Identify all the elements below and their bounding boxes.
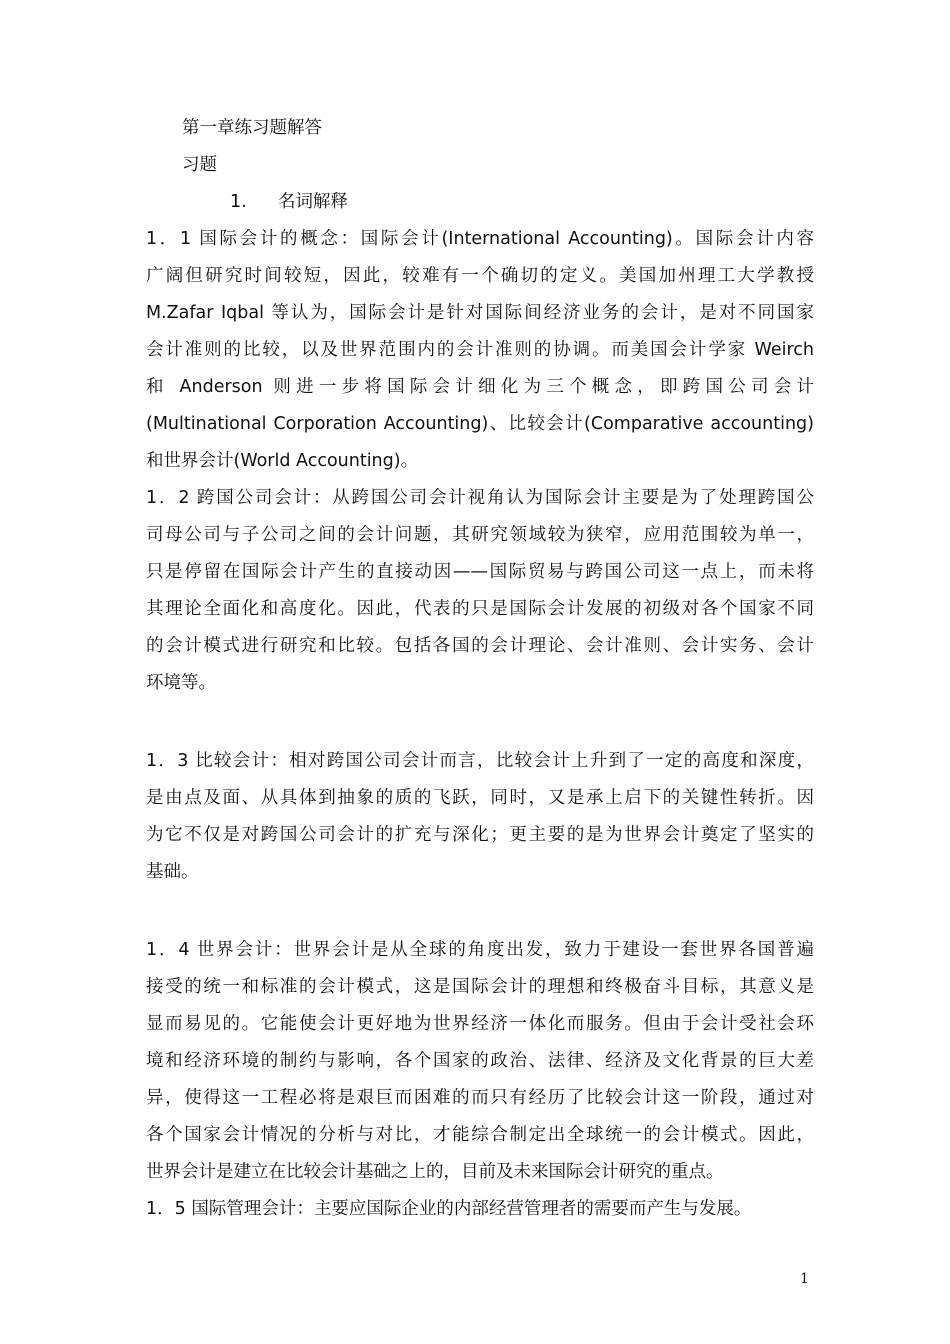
paragraph-line: 广阔但研究时间较短，因此，较难有一个确切的定义。美国加州理工大学教授	[146, 266, 814, 286]
paragraph-line: 只是停留在国际会计产生的直接动因——国际贸易与跨国公司这一点上，而未将	[146, 562, 814, 582]
paragraph-line: 1．1 国际会计的概念：国际会计(International Accounting)。国际会计内容	[146, 229, 814, 249]
paragraph-line: 的会计模式进行研究和比较。包括各国的会计理论、会计准则、会计实务、会计	[146, 636, 814, 656]
paragraph-line: 基础。	[146, 862, 199, 882]
paragraph-line: 接受的统一和标准的会计模式，这是国际会计的理想和终极奋斗目标，其意义是	[146, 977, 814, 997]
list-item-heading	[230, 184, 348, 221]
paragraph-line: 1．2 跨国公司会计：从跨国公司会计视角认为国际会计主要是为了处理跨国公	[146, 488, 814, 508]
paragraph-line: M.Zafar Iqbal 等认为，国际会计是针对国际间经济业务的会计，是对不同国家	[146, 303, 814, 323]
paragraph-line: 会计准则的比较，以及世界范围内的会计准则的协调。而美国会计学家 Weirch	[146, 340, 814, 360]
paragraph-line: 1．3 比较会计：相对跨国公司会计而言，比较会计上升到了一定的高度和深度，	[146, 751, 814, 771]
paragraph-line: 和 Anderson 则进一步将国际会计细化为三个概念，即跨国公司会计	[146, 377, 814, 397]
paragraph-line: 其理论全面化和高度化。因此，代表的只是国际会计发展的初级对各个国家不同	[146, 599, 814, 619]
paragraph-line: 显而易见的。它能使会计更好地为世界经济一体化而服务。但由于会计受社会环	[146, 1014, 814, 1034]
paragraph-line: 各个国家会计情况的分析与对比，才能综合制定出全球统一的会计模式。因此，	[146, 1125, 814, 1145]
paragraph-line: 境和经济环境的制约与影响，各个国家的政治、法律、经济及文化背景的巨大差	[146, 1051, 814, 1071]
section-heading: 习题	[182, 155, 217, 175]
paragraph-line: 世界会计是建立在比较会计基础之上的，目前及未来国际会计研究的重点。	[146, 1162, 724, 1182]
list-item-label: 名词解释	[278, 192, 348, 212]
paragraph-line: 是由点及面、从具体到抽象的质的飞跃，同时，又是承上启下的关键性转折。因	[146, 788, 814, 808]
chapter-title: 第一章练习题解答	[182, 118, 322, 138]
list-item-number: 1.	[230, 192, 247, 212]
page-number: 1	[800, 1271, 809, 1287]
paragraph-line: 和世界会计(World Accounting)。	[146, 451, 419, 471]
paragraph-line: (Multinational Corporation Accounting)、比较会计(Comparative accounting)	[146, 414, 814, 434]
paragraph-line: 异，使得这一工程必将是艰巨而困难的而只有经历了比较会计这一阶段，通过对	[146, 1088, 814, 1108]
paragraph-line: 环境等。	[146, 673, 216, 693]
paragraph-line: 司母公司与子公司之间的会计问题，其研究领域较为狭窄，应用范围较为单一，	[146, 525, 814, 545]
paragraph-line: 1．5 国际管理会计：主要应国际企业的内部经营管理者的需要而产生与发展。	[146, 1199, 752, 1219]
paragraph-line: 为它不仅是对跨国公司会计的扩充与深化；更主要的是为世界会计奠定了坚实的	[146, 825, 814, 845]
paragraph-line: 1．4 世界会计：世界会计是从全球的角度出发，致力于建设一套世界各国普遍	[146, 940, 814, 960]
